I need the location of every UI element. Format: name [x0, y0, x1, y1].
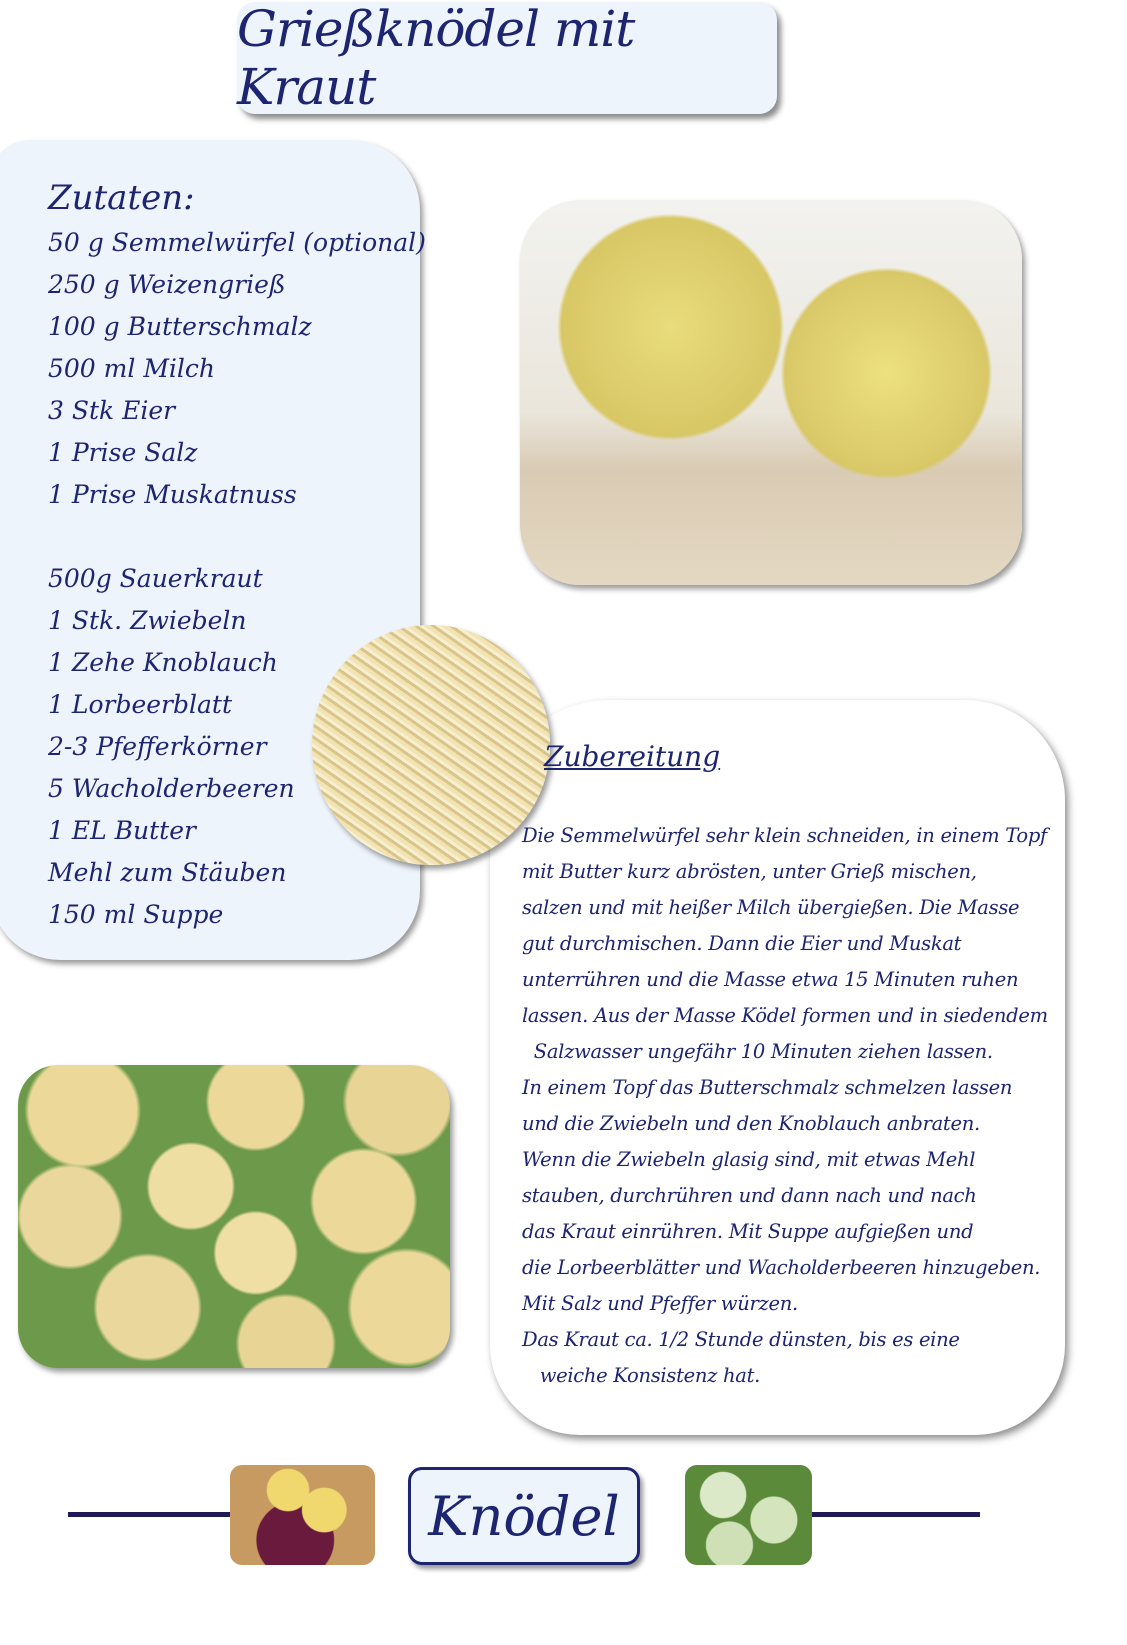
ingredient-item: 500 ml Milch — [48, 354, 216, 383]
preparation-line: die Lorbeerblätter und Wacholderbeeren hinzugeben. — [522, 1256, 1041, 1279]
ingredient-spacer — [48, 516, 426, 558]
preparation-line: weiche Konsistenz hat. — [522, 1364, 761, 1387]
ingredient-item: 1 Lorbeerblatt — [48, 690, 232, 719]
preparation-text — [522, 818, 1048, 1394]
preparation-line: Das Kraut ca. 1/2 Stunde dünsten, bis es eine — [522, 1328, 960, 1351]
preparation-line: Die Semmelwürfel sehr klein schneiden, in einem Topf — [522, 824, 1047, 847]
ingredient-item: 1 Prise Muskatnuss — [48, 480, 297, 509]
ingredient-item: 250 g Weizengrieß — [48, 270, 286, 299]
dumplings-plate-photo — [18, 1065, 450, 1368]
ingredient-item: 2-3 Pfefferkörner — [48, 732, 267, 761]
ingredient-item: 50 g Semmelwürfel (optional) — [48, 228, 426, 257]
recipe-title: Grießknödel mit Kraut — [237, 0, 635, 116]
preparation-line: das Kraut einrühren. Mit Suppe aufgießen und — [522, 1220, 974, 1243]
preparation-line: Mit Salz und Pfeffer würzen. — [522, 1292, 798, 1315]
preparation-line: gut durchmischen. Dann die Eier und Muskat — [522, 932, 962, 955]
arrow-left-icon[interactable] — [68, 1512, 230, 1517]
preparation-line: unterrühren und die Masse etwa 15 Minuten ruhen — [522, 968, 1019, 991]
preparation-line: Wenn die Zwiebeln glasig sind, mit etwas Mehl — [522, 1148, 976, 1171]
ingredient-item: 150 ml Suppe — [48, 900, 224, 929]
ingredient-item: 3 Stk Eier — [48, 396, 176, 425]
ingredients-heading: Zutaten: — [48, 178, 195, 218]
preparation-line: lassen. Aus der Masse Ködel formen und in siedendem — [522, 1004, 1048, 1027]
ingredient-item: 1 Prise Salz — [48, 438, 198, 467]
preparation-line: Salzwasser ungefähr 10 Minuten ziehen lassen. — [522, 1040, 993, 1063]
ingredient-item: Mehl zum Stäuben — [48, 858, 287, 887]
preparation-line: mit Butter kurz abrösten, unter Grieß mischen, — [522, 860, 977, 883]
ingredient-item: 1 Zehe Knoblauch — [48, 648, 278, 677]
preparation-line: und die Zwiebeln und den Knoblauch anbraten. — [522, 1112, 980, 1135]
ingredient-item: 100 g Butterschmalz — [48, 312, 312, 341]
category-button[interactable]: Knödel — [408, 1467, 640, 1565]
preparation-heading: Zubereitung — [544, 740, 721, 773]
preparation-line: In einem Topf das Butterschmalz schmelzen lassen — [522, 1076, 1013, 1099]
previous-recipe-thumbnail[interactable] — [230, 1465, 375, 1565]
ingredient-item: 1 Stk. Zwiebeln — [48, 606, 247, 635]
title-box — [237, 2, 777, 114]
preparation-line: stauben, durchrühren und dann nach und nach — [522, 1184, 977, 1207]
next-recipe-thumbnail[interactable] — [685, 1465, 812, 1565]
preparation-line: salzen und mit heißer Milch übergießen. Die Masse — [522, 896, 1020, 919]
ingredient-item: 5 Wacholderbeeren — [48, 774, 295, 803]
dumplings-with-sauerkraut-photo — [520, 200, 1022, 585]
arrow-right-icon[interactable] — [812, 1512, 980, 1517]
ingredient-item: 1 EL Butter — [48, 816, 196, 845]
ingredient-item: 500g Sauerkraut — [48, 564, 263, 593]
sauerkraut-photo — [312, 625, 550, 865]
